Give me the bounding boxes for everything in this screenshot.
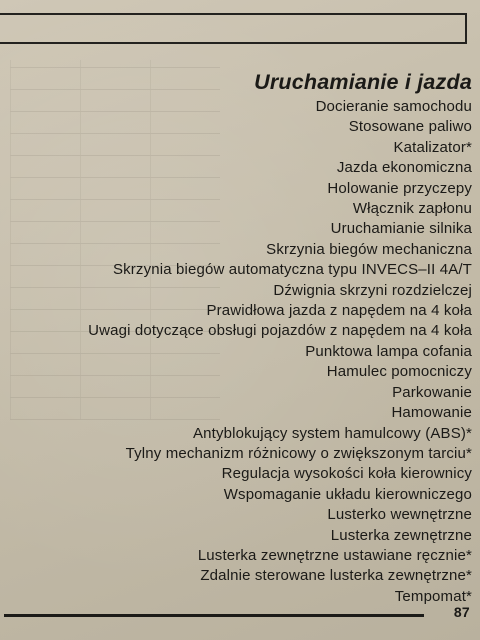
topic-item: Dźwignia skrzyni rozdzielczej bbox=[273, 281, 472, 299]
topic-item: Stosowane paliwo bbox=[348, 118, 472, 136]
section-contents bbox=[0, 68, 472, 607]
header-box bbox=[0, 13, 467, 44]
topic-item: Punktowa lampa cofania bbox=[305, 342, 472, 360]
topic-item: Antyblokujący system hamulcowy (ABS)* bbox=[193, 424, 472, 442]
footer-rule bbox=[4, 614, 424, 617]
topic-item: Prawidłowa jazda z napędem na 4 koła bbox=[206, 302, 472, 320]
topic-item: Włącznik zapłonu bbox=[352, 200, 472, 218]
topic-item: Skrzynia biegów automatyczna typu INVECS–II 4A/T bbox=[112, 261, 472, 279]
topic-item: Regulacja wysokości koła kierownicy bbox=[221, 465, 472, 483]
topic-item: Skrzynia biegów mechaniczna bbox=[266, 240, 472, 258]
topic-item: Hamowanie bbox=[391, 404, 472, 422]
topic-list bbox=[0, 97, 472, 607]
topic-item: Lusterka zewnętrzne ustawiane ręcznie* bbox=[197, 546, 472, 564]
topic-item: Holowanie przyczepy bbox=[327, 179, 472, 197]
topic-item: Uruchamianie silnika bbox=[330, 220, 472, 238]
page-number: 87 bbox=[453, 604, 470, 620]
topic-item: Lusterko wewnętrzne bbox=[327, 506, 472, 524]
topic-item: Jazda ekonomiczna bbox=[336, 159, 472, 177]
topic-item: Tempomat* bbox=[394, 587, 472, 605]
section-heading: Uruchamianie i jazda bbox=[254, 70, 472, 94]
topic-item: Uwagi dotyczące obsługi pojazdów z napędem na 4 koła bbox=[88, 322, 472, 340]
topic-item: Zdalnie sterowane lusterka zewnętrzne* bbox=[200, 567, 472, 585]
topic-item: Parkowanie bbox=[392, 383, 472, 401]
topic-item: Katalizator* bbox=[393, 138, 472, 156]
topic-item: Docieranie samochodu bbox=[315, 98, 472, 115]
topic-item: Hamulec pomocniczy bbox=[326, 363, 472, 381]
topic-item: Tylny mechanizm różnicowy o zwiększonym tarciu* bbox=[125, 444, 472, 462]
topic-item: Wspomaganie układu kierowniczego bbox=[223, 485, 472, 503]
topic-item: Lusterka zewnętrzne bbox=[330, 526, 472, 544]
